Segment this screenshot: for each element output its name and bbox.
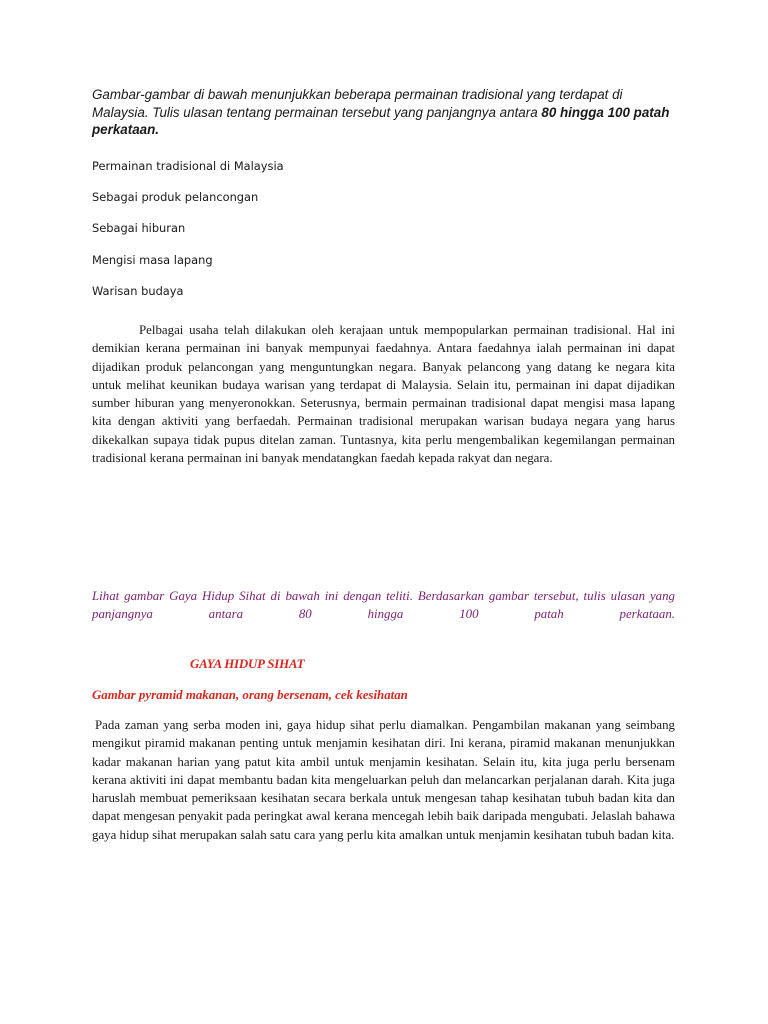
task2-instruction: Lihat gambar Gaya Hidup Sihat di bawah ini dengan teliti. Berdasarkan gambar tersebut, tulis ulasan yang panjangnya antara 80 hingga 100 patah perkataan.	[92, 589, 675, 622]
task1-points-list	[92, 156, 284, 312]
task1-point: Sebagai hiburan	[92, 221, 186, 236]
task2-title: GAYA HIDUP SIHAT	[190, 657, 305, 671]
task1-instruction-text: Gambar-gambar di bawah menunjukkan beberapa permainan tradisional yang terdapat di Malaysia. Tulis ulasan tentang permainan tersebut yang panjangnya antara	[92, 87, 623, 120]
task1-instruction-bold: 80 hingga 100 patah perkataan.	[92, 104, 670, 137]
task1-essay: Pelbagai usaha telah dilakukan oleh kerajaan untuk mempopularkan permainan tradisional. Hal ini demikian kerana permainan ini banyak mempunyai faedahnya. Antara faedahnya ialah permainan ini dapat dijadikan produk pelancongan yang menguntungkan negara. Banyak pelancong yang datang ke negara kita untuk melihat keunikan budaya warisan yang terdapat di Malaysia. Selain itu, permainan ini dapat dijadikan sumber hiburan yang menyeronokkan. Seterusnya, bermain permainan tradisional dapat mengisi masa lapang kita dengan aktiviti yang berfaedah. Permainan tradisional merupakan warisan budaya negara yang harus dikekalkan supaya tidak pupus ditelan zaman. Tuntasnya, kita perlu mengembalikan kegemilangan permainan tradisional kerana permainan ini banyak mendatangkan faedah kepada rakyat dan negara.	[92, 323, 675, 466]
task2-subtitle: Gambar pyramid makanan, orang bersenam, cek kesihatan	[92, 688, 408, 702]
task1-point: Sebagai produk pelancongan	[92, 190, 259, 205]
task1-point: Permainan tradisional di Malaysia	[92, 159, 284, 173]
task1-point: Warisan budaya	[92, 283, 184, 298]
task1-instruction	[92, 86, 682, 139]
task2-essay: Pada zaman yang serba moden ini, gaya hidup sihat perlu diamalkan. Pengambilan makanan yang seimbang mengikut piramid makanan penting untuk menjamin kesihatan diri. Ini kerana, piramid makanan menunjukkan kadar makanan harian yang patut kita ambil untuk menjamin kesihatan. Selain itu, kita juga perlu bersenam kerana aktiviti ini dapat membantu badan kita mengeluarkan peluh dan melancarkan perjalanan darah. Kita juga haruslah membuat pemeriksaan kesihatan secara berkala untuk mengesan tahap kesihatan tubuh badan kita dan dapat mengesan penyakit pada peringkat awal kerana mencegah lebih baik daripada mengubati. Jelaslah bahawa gaya hidup sihat merupakan salah satu cara yang perlu kita amalkan untuk menjamin kesihatan tubuh badan kita.	[92, 718, 675, 842]
task1-point: Mengisi masa lapang	[92, 252, 213, 267]
